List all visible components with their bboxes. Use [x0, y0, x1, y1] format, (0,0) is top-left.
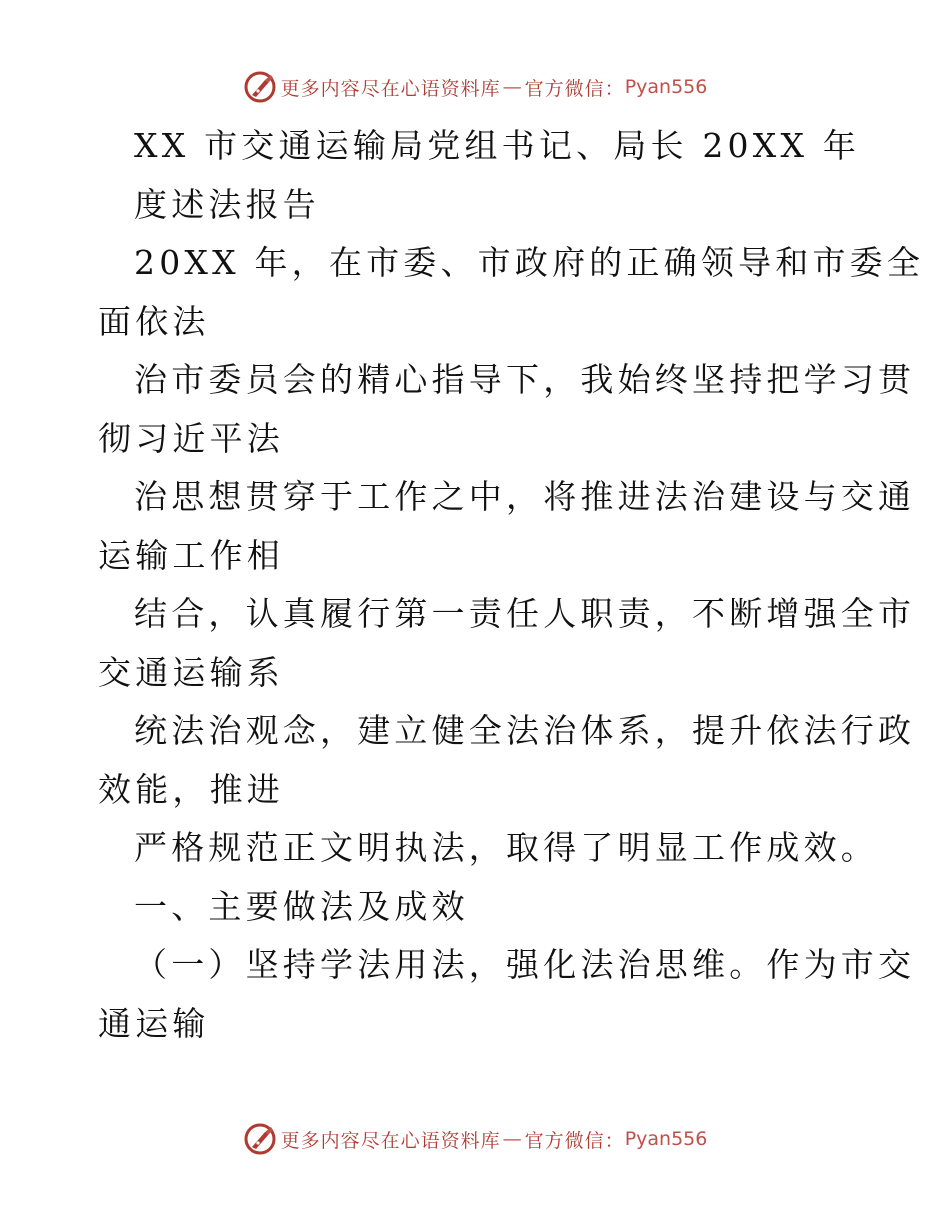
separator-dash: —: [502, 1128, 523, 1150]
document-line: 统法治观念，建立健全法治体系，提升依法行政: [134, 711, 916, 750]
document-line: 通运输: [98, 1003, 210, 1043]
site-name-text: 更多内容尽在心语资料库: [280, 77, 501, 100]
pen-nib-logo-icon: [243, 70, 277, 104]
pen-nib-logo-icon: [243, 1122, 277, 1156]
document-line: 严格规范正文明执法，取得了明显工作成效。: [134, 828, 878, 867]
wechat-handle: Pyan556: [624, 76, 708, 98]
document-line: 效能，推进: [98, 769, 284, 809]
document-line: （一）坚持学法用法，强化法治思维。作为市交: [134, 945, 916, 984]
document-line: XX 市交通运输局党组书记、局长 20XX 年: [134, 126, 861, 165]
document-line: 交通运输系: [98, 652, 284, 692]
separator-dash: —: [502, 76, 523, 98]
document-line: 面依法: [98, 301, 210, 341]
wechat-label: 官方微信：: [524, 77, 625, 100]
header-watermark: [0, 70, 950, 104]
document-line: 运输工作相: [98, 535, 284, 575]
wechat-label: 官方微信：: [524, 1129, 625, 1152]
document-line: 20XX 年，在市委、市政府的正确领导和市委全: [134, 243, 925, 282]
document-line: 度述法报告: [134, 184, 320, 224]
document-line: 彻习近平法: [98, 418, 284, 458]
document-line: 一、主要做法及成效: [134, 886, 469, 926]
document-line: 治思想贯穿于工作之中，将推进法治建设与交通: [134, 477, 916, 516]
document-line: 结合，认真履行第一责任人职责，不断增强全市: [134, 594, 916, 633]
wechat-handle: Pyan556: [624, 1128, 708, 1150]
document-line: 治市委员会的精心指导下，我始终坚持把学习贯: [134, 360, 916, 399]
footer-watermark: [0, 1122, 950, 1156]
document-body: [98, 117, 925, 1053]
site-name-text: 更多内容尽在心语资料库: [280, 1129, 501, 1152]
